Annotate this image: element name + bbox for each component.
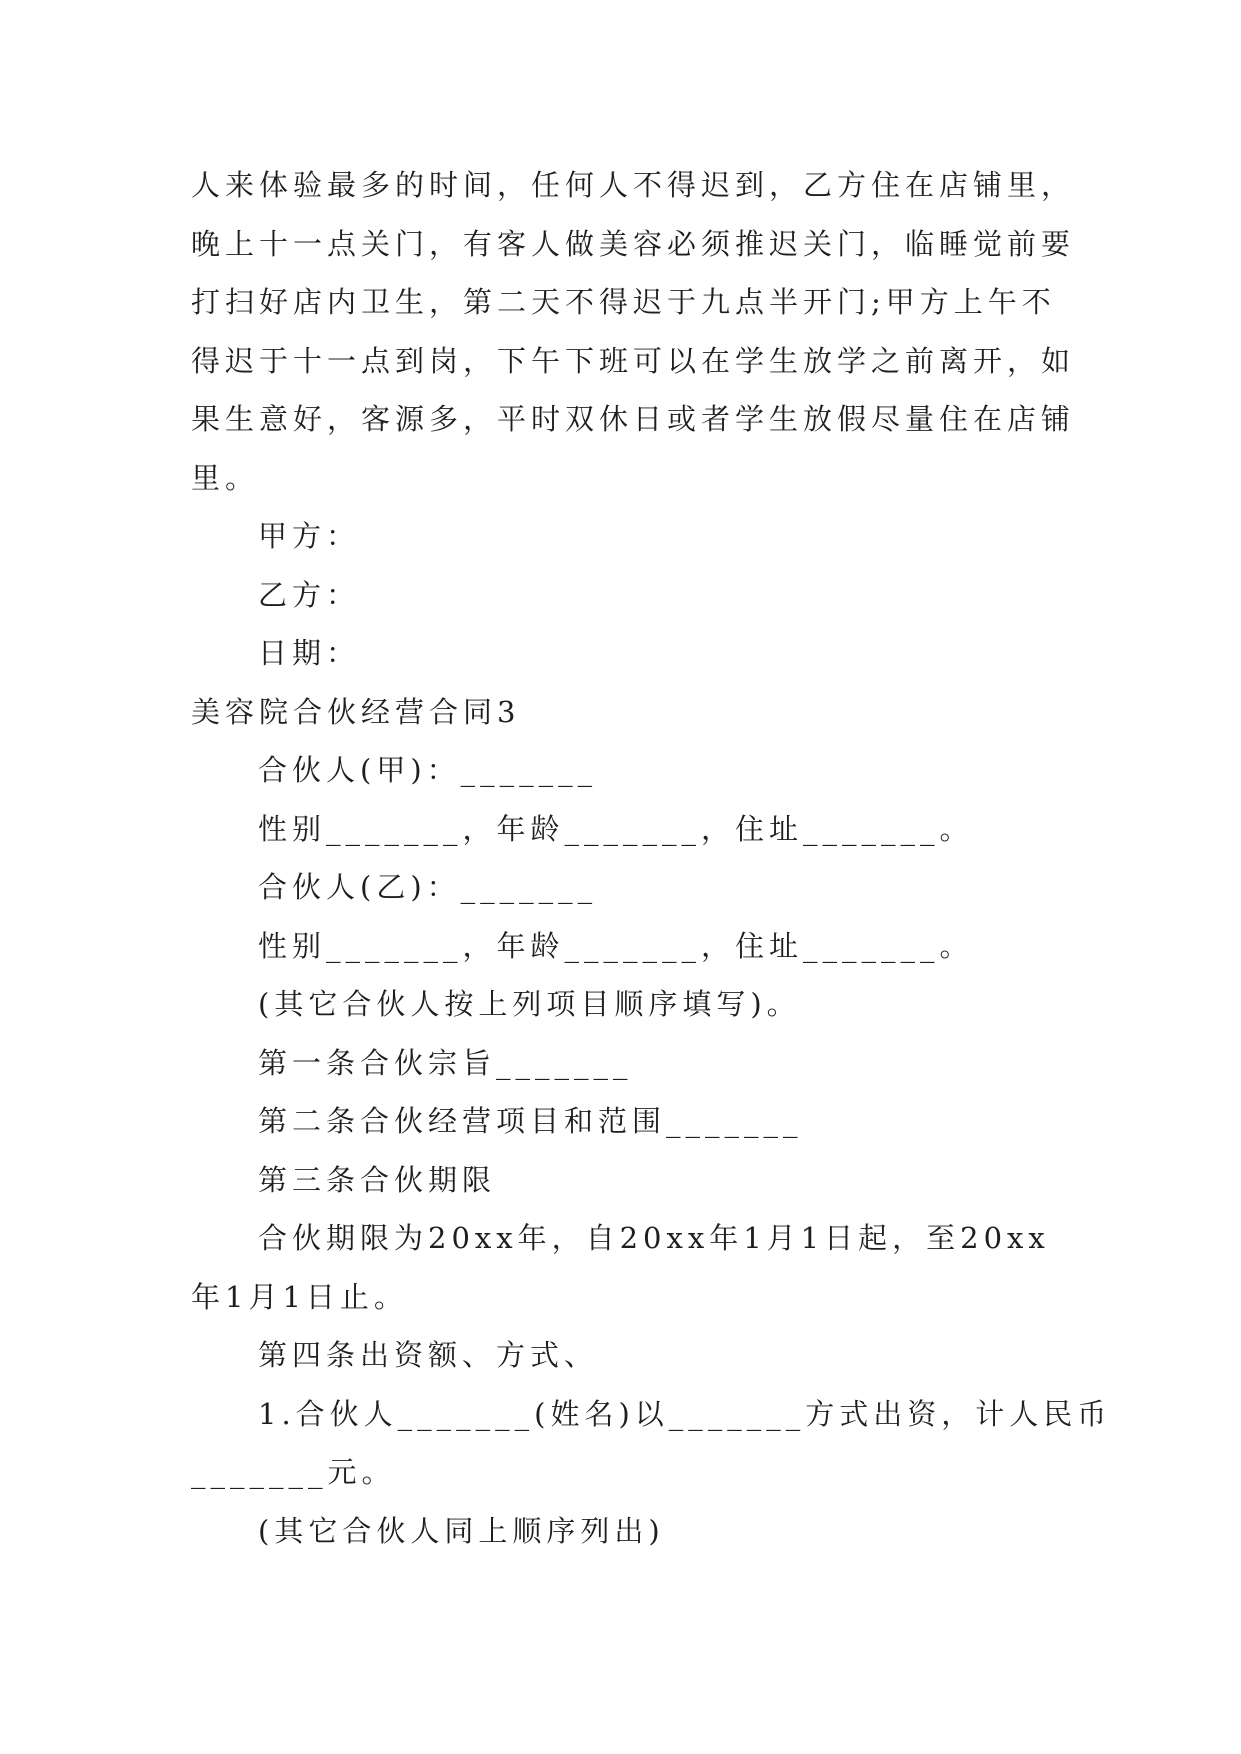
other-partners-note: (其它合伙人按上列项目顺序填写)。	[258, 987, 801, 1021]
signature-party-a: 甲方：	[258, 519, 361, 553]
signature-party-b: 乙方：	[258, 577, 361, 612]
article-4-item-1: 1.合伙人_______(姓名)以_______方式出资，计人民币	[258, 1396, 1112, 1431]
article-4-heading: 第四条出资额、方式、	[258, 1338, 599, 1372]
paragraph-line: 晚上十一点关门，有客人做美容必须推迟关门，临睡觉前要	[191, 226, 1076, 261]
article-1: 第一条合伙宗旨_______	[258, 1045, 633, 1080]
article-3-text: 合伙期限为20xx年，自20xx年1月1日起，至20xx	[258, 1221, 1050, 1255]
paragraph-line: 得迟于十一点到岗，下午下班可以在学生放学之前离开，如	[191, 343, 1076, 378]
article-3-text: 年1月1日止。	[191, 1279, 408, 1314]
article-4-note: (其它合伙人同上顺序列出)	[258, 1513, 665, 1548]
signature-date: 日期：	[258, 636, 361, 670]
document-body	[191, 156, 1191, 1560]
partner-a: 合伙人(甲)：_______	[258, 753, 598, 787]
article-3-heading: 第三条合伙期限	[258, 1162, 497, 1197]
paragraph-line: 人来体验最多的时间，任何人不得迟到，乙方住在店铺里，	[191, 168, 1076, 202]
paragraph-line: 打扫好店内卫生，第二天不得迟于九点半开门;甲方上午不	[191, 285, 1056, 319]
paragraph-line: 里。	[191, 460, 260, 495]
contract-title: 美容院合伙经营合同3	[191, 694, 521, 729]
paragraph-line: 果生意好，客源多，平时双休日或者学生放假尽量住在店铺	[191, 402, 1076, 436]
article-4-item-1: _______元。	[191, 1455, 396, 1489]
partner-a-details: 性别_______，年龄_______，住址_______。	[258, 811, 974, 846]
partner-b-details: 性别_______，年龄_______，住址_______。	[258, 928, 974, 963]
partner-b: 合伙人(乙)：_______	[258, 870, 598, 904]
article-2: 第二条合伙经营项目和范围_______	[258, 1104, 803, 1138]
